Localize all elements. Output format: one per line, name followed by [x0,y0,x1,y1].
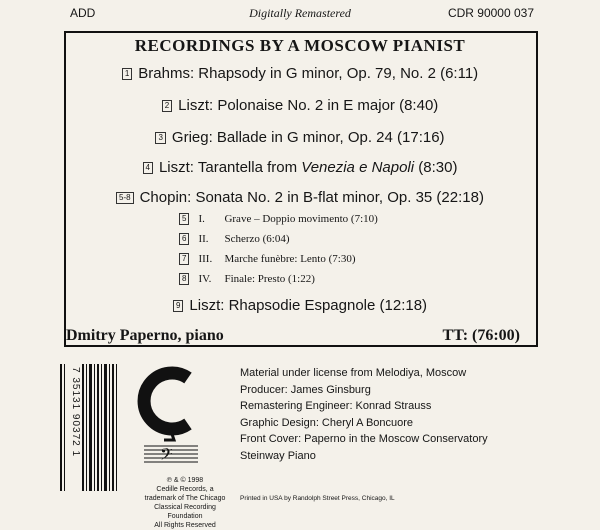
credit-line: Steinway Piano [240,449,316,462]
movement-roman: IV. [198,273,212,285]
track-title: Chopin: Sonata No. 2 in B-flat minor, Op. 35 (22:18) [139,189,484,206]
performer: Dmitry Paperno, piano [66,327,224,344]
movement-roman: II. [198,233,209,245]
track-2 [0,97,600,114]
movement-4 [179,273,315,285]
credit-line: Remastering Engineer: Konrad Strauss [240,400,432,412]
credits [240,365,488,464]
track-number: 3 [155,132,165,144]
track-9 [0,297,600,314]
copyright-line: ℗ & © 1998 [166,477,204,484]
track-title: Liszt: Rhapsodie Espagnole (12:18) [189,297,428,314]
track-4 [0,159,600,176]
credit-line: Producer: James Ginsburg [240,383,371,396]
track-title-tail: (8:30) [414,159,458,176]
track-number: 4 [143,162,153,174]
movement-number: 8 [179,273,189,285]
barcode [60,364,120,491]
track-title: Liszt: Tarantella from [158,159,302,176]
catalog-number: CDR 90000 037 [447,6,534,20]
track-title: Grieg: Ballade in G minor, Op. 24 (17:16) [171,129,445,146]
add-code: ADD [70,6,96,20]
movement-roman: III. [198,253,213,265]
track-3 [0,129,600,146]
movement-title: Finale: Presto (1:22) [224,273,315,285]
movement-3 [179,253,355,265]
barcode-digits: 7 35131 90372 1 [70,367,81,458]
credit-line: Material under license from Melodiya, Moscow [240,367,467,379]
svg-text:𝄢: 𝄢 [160,444,173,468]
printed-note: Printed in USA by Randolph Street Press, Chicago, IL [240,495,395,502]
movement-title: Scherzo (6:04) [224,233,290,245]
track-number: 9 [173,300,183,312]
track-5-8 [0,189,600,206]
cedille-logo [130,362,210,472]
track-title: Brahms: Rhapsody in G minor, Op. 79, No. 2 (6:11) [138,65,479,82]
track-1 [0,65,600,82]
remaster-note: Digitally Remastered [249,6,351,20]
track-title: Liszt: Polonaise No. 2 in E major (8:40) [178,97,439,114]
track-number: 5-8 [116,192,134,204]
movement-title: Marche funèbre: Lento (7:30) [224,253,356,265]
track-number: 1 [122,68,132,80]
copyright-line: All Rights Reserved [154,522,216,529]
movement-number: 5 [179,213,189,225]
movement-number: 7 [179,253,189,265]
movement-2 [179,233,290,245]
credit-line: Front Cover: Paperno in the Moscow Conservatory [240,433,488,445]
movement-title: Grave – Doppio movimento (7:10) [224,213,378,225]
total-time: TT: (76:00) [442,327,520,344]
credit-line: Graphic Design: Cheryl A Boncuore [240,416,414,429]
movement-1 [179,213,378,225]
copyright-notice [140,476,230,530]
movement-roman: I. [198,213,205,225]
track-title-italic: Venezia e Napoli [301,159,415,176]
copyright-line: Cedille Records, a trademark of The Chicago Classical Recording Foundation [144,486,226,520]
movement-number: 6 [179,233,189,245]
track-number: 2 [162,100,172,112]
album-title: RECORDINGS BY A MOSCOW PIANIST [134,36,466,55]
